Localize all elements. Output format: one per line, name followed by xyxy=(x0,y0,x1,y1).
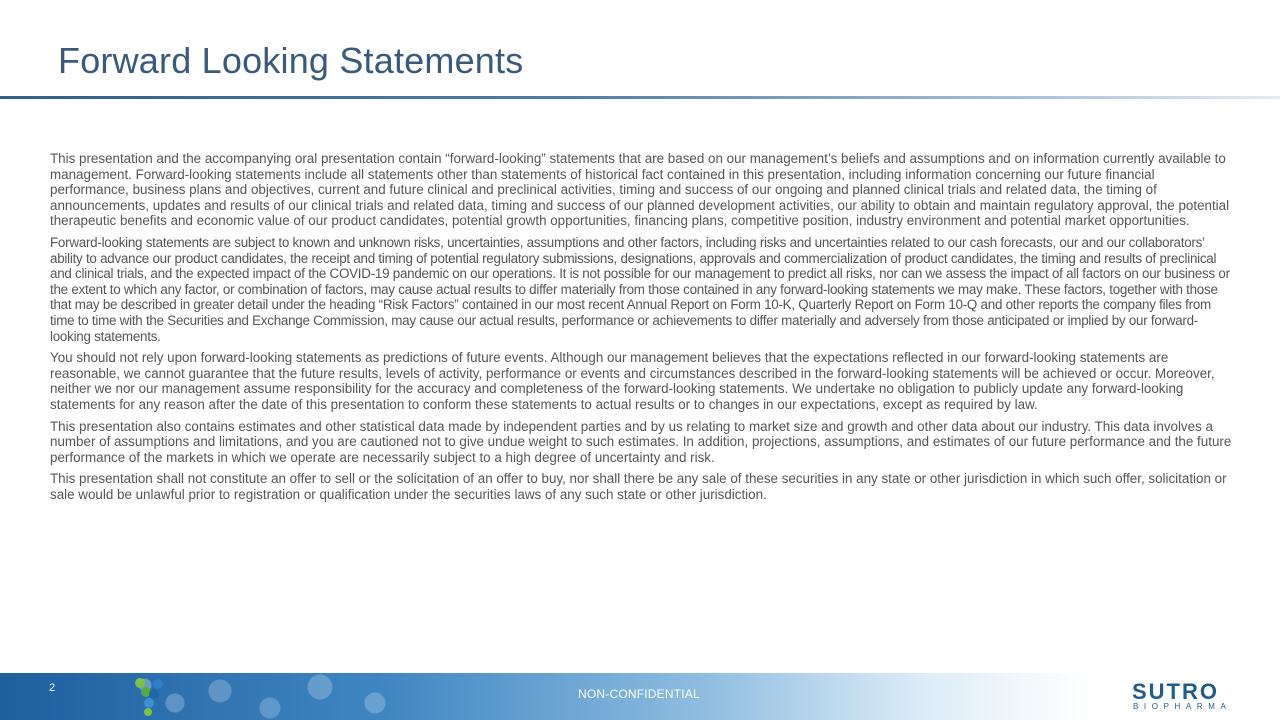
disclaimer-body xyxy=(50,151,1232,508)
logo-text: SUTRO xyxy=(1132,679,1219,704)
paragraph-reliance: You should not rely upon forward-looking statements as predictions of future events. Although our management believes that the expectations reflected in our forward-looking statements are reasonable, we cannot guarantee that the future results, levels of activity, performance or events and circumstances described in the forward-looking statements will be achieved or occur. Moreover, neither we nor our management assume responsibility for the accuracy and completeness of the forward-looking statements. We undertake no obligation to publicly update any forward-looking statements for any reason after the date of this presentation to conform these statements to actual results or to changes in our expectations, except as required by law. xyxy=(50,350,1215,412)
footer-bar xyxy=(0,673,1280,720)
paragraph-no-offer: This presentation shall not constitute an offer to sell or the solicitation of an offer to buy, nor shall there be any sale of these securities in any state or other jurisdiction in which such offer, solicitation or sale would be unlawful prior to registration or qualification under the securities laws of any such state or other jurisdiction. xyxy=(50,471,1227,502)
title-divider xyxy=(0,96,1280,99)
paragraph-risks: Forward-looking statements are subject to known and unknown risks, uncertainties, assumptions and other factors, including risks and uncertainties related to our cash forecasts, our and our collaborators’ ability to advance our product candidates, the receipt and timing of potential regulatory submissions, designations, approvals and commercialization of product candidates, the timing and results of preclinical and clinical trials, and the expected impact of the COVID-19 pandemic on our operations. It is not possible for our management to predict all risks, nor can we assess the impact of all factors on our business or the extent to which any factor, or combination of factors, may cause actual results to differ materially from those contained in any forward-looking statements we may make. These factors, together with those that may be described in greater detail under the heading “Risk Factors” contained in our most recent Annual Report on Form 10-K, Quarterly Report on Form 10-Q and other reports the company files from time to time with the Securities and Exchange Commission, may cause our actual results, performance or achievements to differ materially and adversely from those anticipated or implied by our forward-looking statements. xyxy=(50,234,1230,344)
paragraph-forward-looking-intro: This presentation and the accompanying oral presentation contain “forward-looking” statements that are based on our management’s beliefs and assumptions and on information currently available to management. Forward-looking statements include all statements other than statements of historical fact contained in this presentation, including information concerning our future financial performance, business plans and objectives, current and future clinical and preclinical activities, timing and success of our ongoing and planned clinical trials and related data, the timing of announcements, updates and results of our clinical trials and related data, timing and success of our planned development activities, our ability to obtain and maintain regulatory approval, the potential therapeutic benefits and economic value of our product candidates, potential growth opportunities, financing plans, competitive position, industry environment and potential market opportunities. xyxy=(50,151,1230,229)
page-number: 2 xyxy=(49,682,56,694)
classification-label: NON-CONFIDENTIAL xyxy=(578,687,700,701)
paragraph-statistical-data: This presentation also contains estimates and other statistical data made by independent parties and by us relating to market size and growth and other data about our industry. This data involves a number of assumptions and limitations, and you are cautioned not to give undue weight to such estimates. In addition, projections, assumptions, and estimates of our future performance and the future performance of the markets in which we operate are necessarily subject to a high degree of uncertainty and risk. xyxy=(50,418,1232,465)
sutro-biopharma-logo xyxy=(1132,681,1254,713)
antibody-molecule-icon xyxy=(132,675,166,717)
footer-texture xyxy=(130,673,420,720)
logo-subtext: BIOPHARMA xyxy=(1133,702,1232,711)
slide-title: Forward Looking Statements xyxy=(58,40,524,81)
